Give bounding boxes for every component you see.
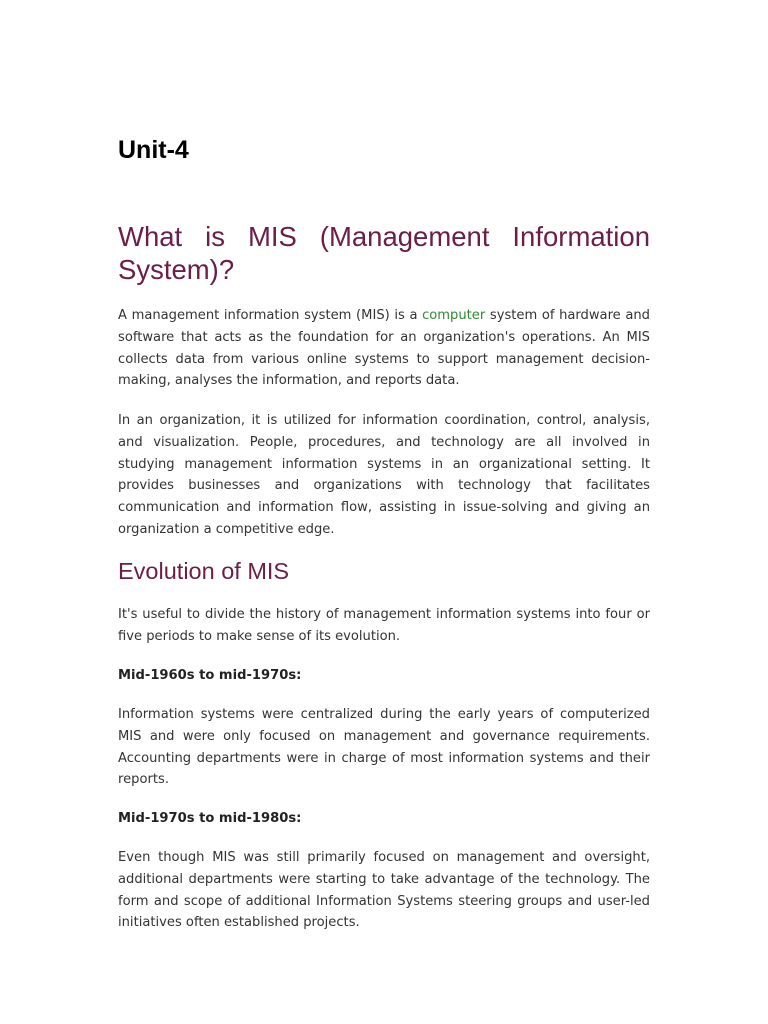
definition-text-start: A management information system (MIS) is a (118, 308, 423, 323)
mis-heading: What is MIS (Management Information System)? (118, 221, 650, 285)
unit-title: Unit-4 (118, 136, 189, 164)
period1-title: Mid-1960s to mid-1970s: (118, 668, 302, 683)
mis-usage-paragraph: In an organization, it is utilized for information coordination, control, analysis, and visualization. People, procedures, and technology are all involved in studying management information systems in an organizational setting. It provides businesses and organizations with technology that facilitates communication and information flow, assisting in issue-solving and giving an organization a competitive edge. (118, 413, 650, 537)
period1-paragraph: Information systems were centralized during the early years of computerized MIS and were only focused on management and governance requirements. Accounting departments were in charge of most information systems and their reports. (118, 707, 650, 788)
evolution-heading: Evolution of MIS (118, 558, 290, 584)
computer-link[interactable]: computer (422, 308, 486, 323)
period2-title: Mid-1970s to mid-1980s: (118, 811, 302, 826)
evolution-intro-paragraph: It's useful to divide the history of management information systems into four or five periods to make sense of its evolution. (118, 607, 650, 644)
definition-text-end: system of hardware and software that acts as the foundation for an organization's operations. An MIS collects data from various online systems to support management decision-making, analyses the information, and reports data. (118, 308, 650, 389)
period2-paragraph: Even though MIS was still primarily focused on management and oversight, additional departments were starting to take advantage of the technology. The form and scope of additional Information Systems steering groups and user-led initiatives often established projects. (118, 850, 650, 931)
mis-definition-paragraph (118, 305, 650, 392)
